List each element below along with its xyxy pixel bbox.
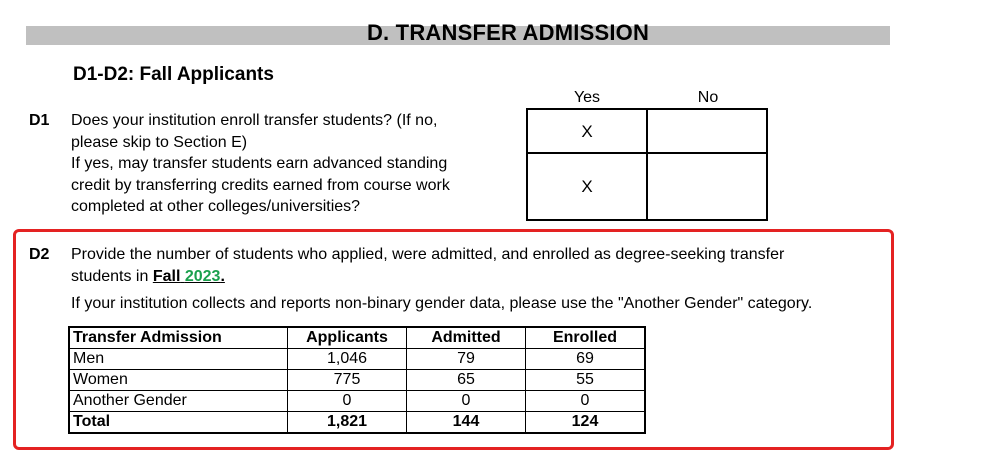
d2-note: If your institution collects and reports non-binary gender data, please use the "Another Gender" category. bbox=[71, 295, 813, 312]
d2-line: Provide the number of students who applied, were admitted, and enrolled as degree-seeking transfer bbox=[71, 246, 785, 263]
d1-q2-yes-cell[interactable]: X bbox=[581, 177, 593, 196]
d1-q1-no-cell[interactable] bbox=[647, 122, 767, 144]
applicants-cell[interactable]: 0 bbox=[288, 391, 407, 412]
d1-q1-yes-cell[interactable]: X bbox=[581, 122, 593, 141]
table-header-row bbox=[69, 327, 645, 349]
d1-line: completed at other colleges/universities? bbox=[71, 198, 361, 215]
d1-number: D1 bbox=[29, 112, 50, 129]
header-enrolled: Enrolled bbox=[526, 327, 646, 349]
applicants-cell[interactable]: 775 bbox=[288, 370, 407, 391]
d2-question bbox=[71, 244, 886, 287]
d1-question bbox=[71, 110, 521, 218]
header-admitted: Admitted bbox=[407, 327, 526, 349]
table-total-row bbox=[69, 412, 645, 434]
d2-line bbox=[71, 266, 886, 288]
grid-divider bbox=[526, 152, 768, 154]
row-label: Men bbox=[69, 349, 288, 370]
enrolled-cell[interactable]: 55 bbox=[526, 370, 646, 391]
row-label: Women bbox=[69, 370, 288, 391]
d2-number: D2 bbox=[29, 246, 50, 263]
enrolled-cell[interactable]: 0 bbox=[526, 391, 646, 412]
section-title: D. TRANSFER ADMISSION bbox=[366, 20, 650, 45]
d1-line: If yes, may transfer students earn advanced standing bbox=[71, 155, 448, 172]
d1-line: Does your institution enroll transfer students? (If no, bbox=[71, 112, 438, 129]
applicants-cell[interactable]: 1,046 bbox=[288, 349, 407, 370]
total-applicants: 1,821 bbox=[288, 412, 407, 434]
admitted-cell[interactable]: 79 bbox=[407, 349, 526, 370]
total-admitted: 144 bbox=[407, 412, 526, 434]
period: . bbox=[220, 267, 225, 285]
transfer-admission-table bbox=[68, 326, 646, 434]
total-enrolled: 124 bbox=[526, 412, 646, 434]
d1-line: please skip to Section E) bbox=[71, 133, 248, 151]
no-column-header: No bbox=[697, 89, 719, 106]
table-row bbox=[69, 370, 645, 391]
term-label: Fall bbox=[152, 267, 181, 285]
enrolled-cell[interactable]: 69 bbox=[526, 349, 646, 370]
term-year-link[interactable] bbox=[153, 268, 225, 285]
admitted-cell[interactable]: 65 bbox=[407, 370, 526, 391]
table-row bbox=[69, 349, 645, 370]
yes-column-header: Yes bbox=[573, 89, 601, 106]
admitted-cell[interactable]: 0 bbox=[407, 391, 526, 412]
table-row bbox=[69, 391, 645, 412]
row-label: Another Gender bbox=[69, 391, 288, 412]
subsection-title: D1-D2: Fall Applicants bbox=[73, 64, 274, 85]
total-label: Total bbox=[69, 412, 288, 434]
d1-line: credit by transferring credits earned from course work bbox=[71, 176, 450, 194]
header-transfer-admission: Transfer Admission bbox=[69, 327, 288, 349]
year-label: 2023 bbox=[184, 267, 221, 285]
header-applicants: Applicants bbox=[288, 327, 407, 349]
d1-q2-no-cell[interactable] bbox=[647, 177, 767, 199]
d2-text-prefix: students in bbox=[71, 267, 153, 285]
